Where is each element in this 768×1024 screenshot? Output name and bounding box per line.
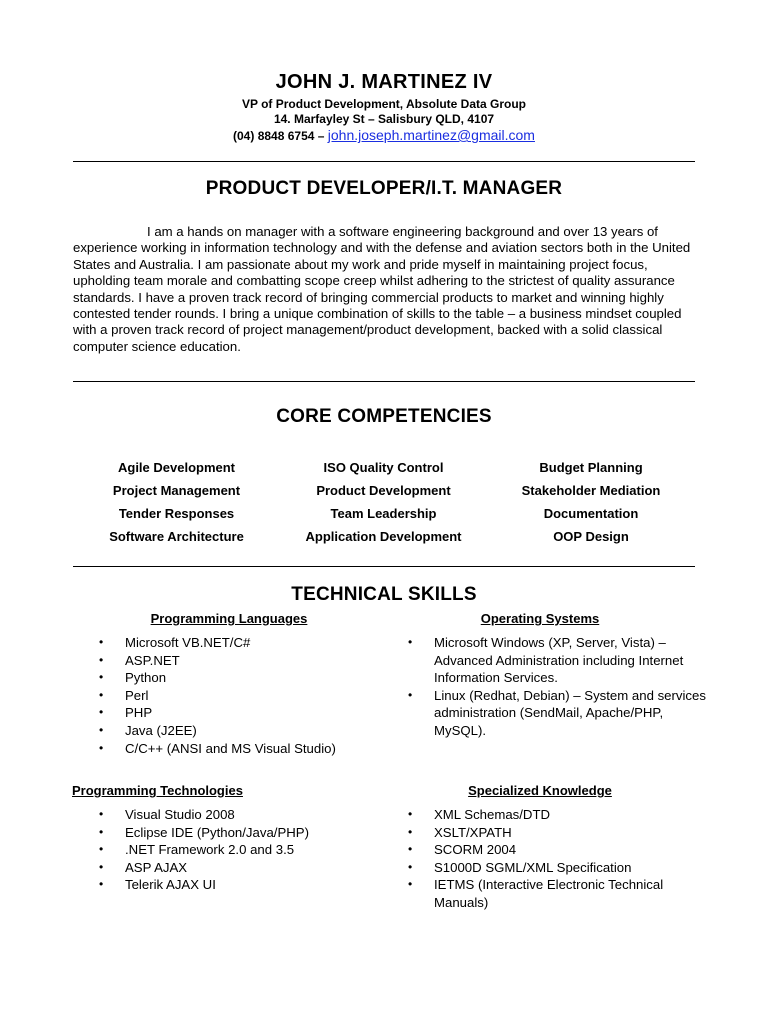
competency-item: Team Leadership bbox=[330, 506, 437, 521]
list-item: • Linux (Redhat, Debian) – System and services administration (SendMail, Apache/PHP, MySQL). bbox=[408, 687, 706, 738]
competency-item: OOP Design bbox=[553, 529, 629, 544]
bullet-icon: • bbox=[99, 842, 104, 857]
divider bbox=[73, 161, 695, 162]
competency-row bbox=[73, 479, 695, 502]
list-item: • ASP AJAX bbox=[99, 859, 188, 875]
list-item: • SCORM 2004 bbox=[408, 842, 517, 858]
bullet-icon: • bbox=[408, 824, 413, 839]
list-item: • .NET Framework 2.0 and 3.5 bbox=[99, 842, 295, 858]
bullet-icon: • bbox=[99, 877, 104, 892]
competency-row bbox=[73, 456, 695, 479]
phone-number: (04) 8848 6754 – bbox=[233, 129, 325, 143]
competency-item: Agile Development bbox=[117, 460, 236, 475]
bullet-icon: • bbox=[99, 722, 104, 737]
bullet-icon: • bbox=[408, 842, 413, 857]
specialized-knowledge-heading: Specialized Knowledge bbox=[468, 783, 612, 798]
list-item: • Microsoft Windows (XP, Server, Vista) – Advanced Administration including Internet Information Services. bbox=[408, 635, 684, 686]
competency-item: Tender Responses bbox=[118, 506, 235, 521]
competency-item: Product Development bbox=[316, 483, 451, 498]
contact-line bbox=[0, 126, 768, 145]
email-link[interactable]: john.joseph.martinez@gmail.com bbox=[327, 127, 535, 143]
list-item: • S1000D SGML/XML Specification bbox=[408, 859, 632, 875]
bullet-icon: • bbox=[99, 687, 104, 702]
specialized-knowledge-list bbox=[408, 806, 708, 912]
list-item: • C/C++ (ANSI and MS Visual Studio) bbox=[99, 740, 336, 756]
bullet-icon: • bbox=[99, 824, 104, 839]
technical-heading: TECHNICAL SKILLS bbox=[291, 584, 477, 605]
competency-item: Project Management bbox=[112, 483, 241, 498]
profile-heading: PRODUCT DEVELOPER/I.T. MANAGER bbox=[205, 178, 563, 199]
bullet-icon: • bbox=[408, 877, 413, 892]
profile-summary: I am a hands on manager with a software engineering background and over 13 years of experience working in information technology and with the defense and aviation sectors both in the United States and Australia. I am passionate about my work and pride myself in maintaining project focus, upholding team morale and combatting scope creep whilst adhering to the strictest of quality assurance standards. I have a proven track record of bringing commercial products to market and winning highly contested tender rounds. I bring a unique combination of skills to the table – a business mindset coupled with a proven track record of project management/product development, backed with a solid classical computer science education. bbox=[73, 224, 691, 354]
list-item: • PHP bbox=[99, 705, 153, 721]
bullet-icon: • bbox=[99, 705, 104, 720]
list-item: • Microsoft VB.NET/C# bbox=[99, 635, 251, 650]
bullet-icon: • bbox=[99, 740, 104, 755]
bullet-icon: • bbox=[99, 807, 104, 821]
programming-technologies-heading: Programming Technologies bbox=[72, 783, 243, 798]
list-item: • XSLT/XPATH bbox=[408, 824, 512, 840]
list-item: • Java (J2EE) bbox=[99, 722, 197, 738]
list-item: • XML Schemas/DTD bbox=[408, 807, 551, 822]
list-item: • Perl bbox=[99, 687, 149, 703]
competencies-heading: CORE COMPETENCIES bbox=[276, 406, 492, 427]
list-item: • IETMS (Interactive Electronic Technical Manuals) bbox=[408, 877, 664, 910]
competency-item: Application Development bbox=[305, 529, 462, 544]
list-item: • ASP.NET bbox=[99, 652, 180, 668]
competency-item: Software Architecture bbox=[109, 529, 244, 544]
bullet-icon: • bbox=[99, 670, 104, 685]
operating-systems-list bbox=[408, 634, 708, 740]
bullet-icon: • bbox=[99, 635, 104, 649]
competency-row bbox=[73, 502, 695, 525]
candidate-name: JOHN J. MARTINEZ IV bbox=[275, 71, 493, 93]
list-item: • Eclipse IDE (Python/Java/PHP) bbox=[99, 824, 309, 840]
competency-row bbox=[73, 525, 695, 548]
list-item: • Python bbox=[99, 670, 167, 686]
bullet-icon: • bbox=[408, 859, 413, 874]
competency-item: ISO Quality Control bbox=[323, 460, 444, 475]
divider bbox=[73, 566, 695, 567]
bullet-icon: • bbox=[408, 635, 413, 649]
competency-item: Stakeholder Mediation bbox=[521, 483, 661, 498]
competency-item: Documentation bbox=[543, 506, 639, 521]
programming-technologies-list bbox=[99, 806, 389, 894]
bullet-icon: • bbox=[408, 687, 413, 702]
programming-languages-heading: Programming Languages bbox=[150, 611, 308, 626]
competency-item: Budget Planning bbox=[539, 460, 643, 475]
list-item: • Visual Studio 2008 bbox=[99, 807, 235, 822]
divider bbox=[73, 381, 695, 382]
operating-systems-heading: Operating Systems bbox=[480, 611, 600, 626]
bullet-icon: • bbox=[99, 652, 104, 667]
bullet-icon: • bbox=[99, 859, 104, 874]
current-position: VP of Product Development, Absolute Data Group bbox=[241, 97, 527, 111]
bullet-icon: • bbox=[408, 807, 413, 821]
competencies-grid bbox=[73, 456, 695, 548]
programming-languages-list bbox=[99, 634, 389, 757]
address: 14. Marfayley St – Salisbury QLD, 4107 bbox=[273, 112, 495, 126]
list-item: • Telerik AJAX UI bbox=[99, 877, 216, 893]
